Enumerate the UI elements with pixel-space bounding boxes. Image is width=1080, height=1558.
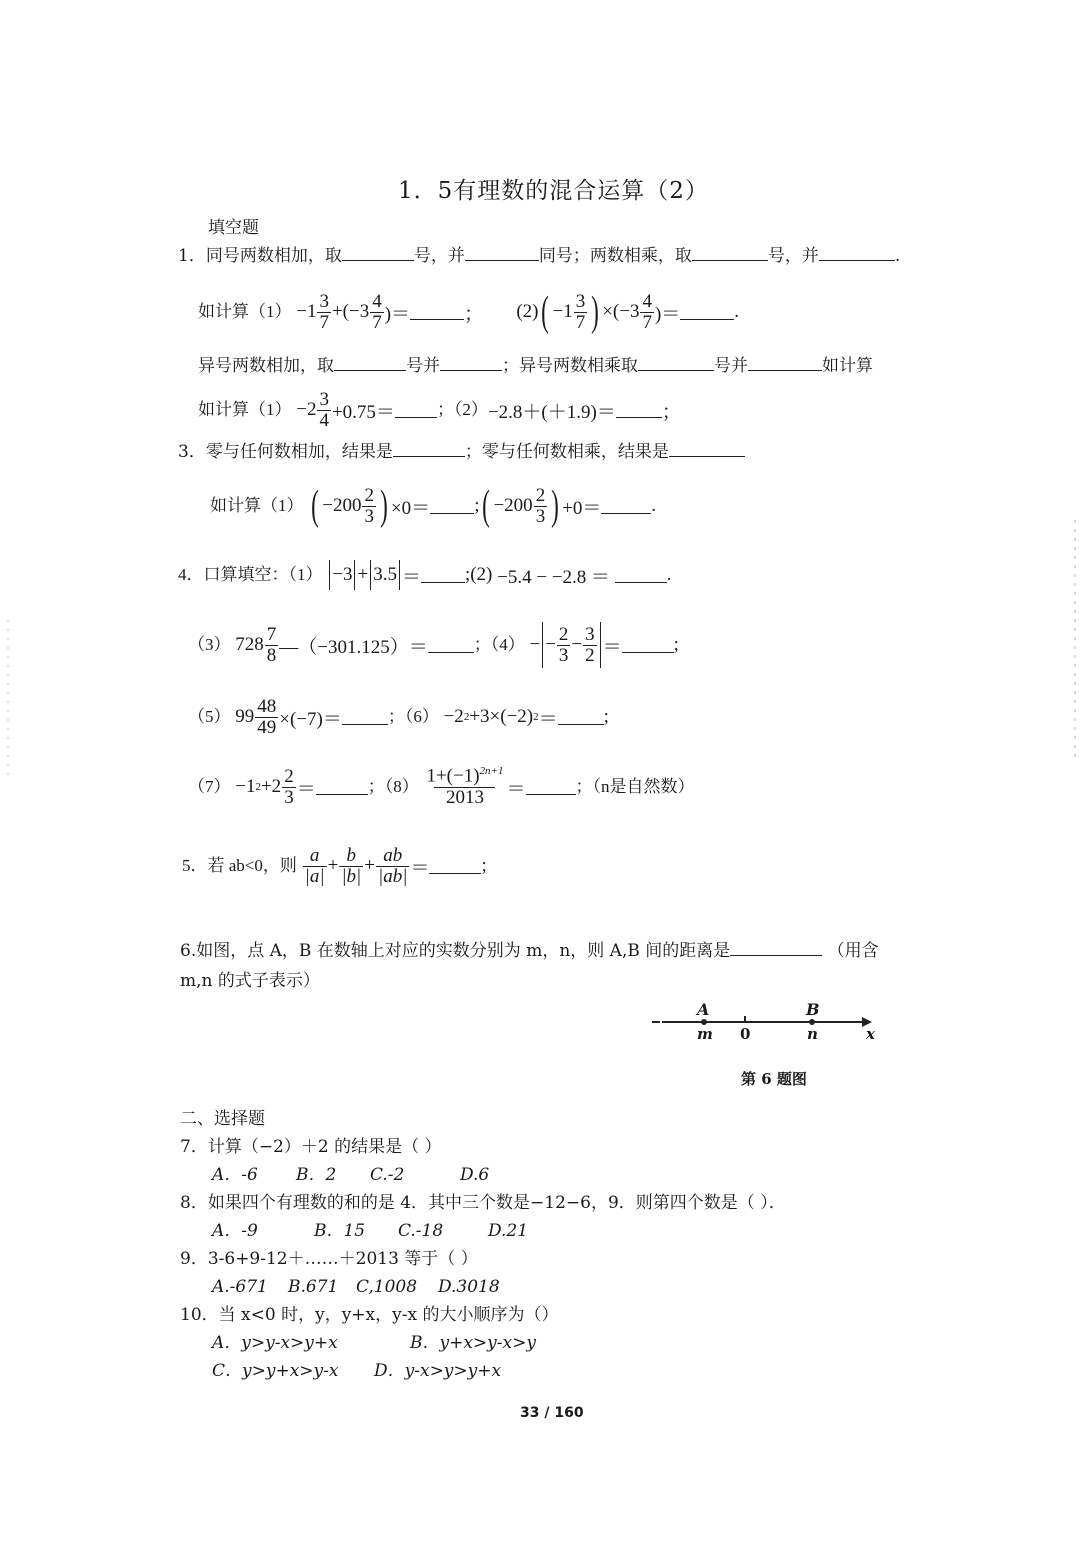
q8-options	[212, 1220, 528, 1242]
axis-label-m: m	[697, 1025, 713, 1043]
axis-label-b: B	[806, 1000, 820, 1019]
q1-line1: 1．同号两数相加，取 号，并 同号；两数相乘，取 号，并 .	[178, 246, 901, 266]
q5-line: 5．若 ab<0，则 $\frac{a}{|a|}$ + $\frac{b}{|b|}$ + $\frac{ab}{|ab|}$ ＝ ;	[182, 844, 487, 887]
q7-option-a: A．-6	[212, 1165, 258, 1185]
q7-options	[212, 1164, 489, 1186]
q8-option-d: D.21	[488, 1221, 529, 1241]
q7-option-c: C.-2	[370, 1165, 405, 1185]
q4-line1: 4．口算填空：（1） −3 + 3.5 ＝ ;(2) −5.4 − −2.8 ＝ .	[178, 560, 672, 590]
page-number: 33 / 160	[520, 1405, 584, 1421]
q8-option-c: C.-18	[398, 1221, 444, 1241]
q10-stem: 10．当 x<0 时，y，y+x，y-x 的大小顺序为（）	[180, 1305, 559, 1325]
q9-option-b: B.671	[288, 1277, 339, 1297]
number-line-figure	[650, 996, 890, 1052]
q4-line4: （7） −1 2 +2 $\frac{2}{3}$ ＝ ；（8） $\frac{1+(-1)^{2n+1}}{2013}$ ＝ ；（n是自然数）	[188, 765, 695, 808]
q6-line1: 6.如图，点 A，B 在数轴上对应的实数分别为 m，n，则 A,B 间的距离是 （用含	[180, 941, 879, 961]
page-title: 1．5有理数的混合运算（2）	[398, 178, 709, 204]
q10-options-row2	[212, 1360, 501, 1382]
section-choice-heading: 二、选择题	[180, 1109, 265, 1129]
axis-label-x: x	[866, 1025, 875, 1043]
q1-example-opposite-sign: 如计算（1） −2 $\frac{3}{4}$ +0.75＝ ；（2） −2.8＋(＋1.9)＝ ；	[198, 388, 681, 431]
q1-example-same-sign: 如计算（1） −1 $\frac{3}{7}$ +(−3 $\frac{4}{7}$ )＝ ； (2) ( −1 $\frac{3}{7}$ ) ×(−3 $\frac{4}{7}$ )＝ .	[198, 289, 740, 335]
q9-option-d: D.3018	[438, 1277, 500, 1297]
q10-options-row1	[212, 1332, 536, 1354]
q9-stem: 9．3-6+9-12＋……＋2013 等于（ ）	[180, 1249, 478, 1269]
q9-options	[212, 1276, 500, 1298]
q4-line2: （3） 728 $\frac{7}{8}$ —（−301.125）＝ ；（4） − − $\frac{2}{3}$ − $\frac{3}{2}$ ＝ ;	[188, 618, 679, 672]
q9-option-c: C,1008	[356, 1277, 418, 1297]
axis-label-a: A	[697, 1000, 710, 1019]
axis-label-n: n	[807, 1025, 818, 1043]
section-fill-blank-heading: 填空题	[208, 218, 259, 238]
q10-option-d: D．y-x>y>y+x	[374, 1361, 502, 1381]
q10-option-a: A．y>y-x>y+x	[212, 1333, 338, 1353]
q3-example: 如计算（1） ( −200 $\frac{2}{3}$ ) ×0＝ ; ( −200 $\frac{2}{3}$ ) +0＝ .	[210, 483, 657, 529]
q7-option-b: B．2	[296, 1165, 337, 1185]
figure-caption: 第 6 题图	[741, 1070, 807, 1088]
q7-option-d: D.6	[460, 1165, 490, 1185]
q1-line3-opposite-sign: 异号两数相加，取 号并 ；异号两数相乘取 号并 如计算	[198, 356, 873, 376]
q8-option-a: A．-9	[212, 1221, 258, 1241]
q10-option-c: C．y>y+x>y-x	[212, 1361, 339, 1381]
q4-line3: （5） 99 $\frac{48}{49}$ ×(−7)＝ ；（6） −2 2 +3×(−2) 2 ＝ ;	[188, 695, 609, 738]
q8-option-b: B．15	[314, 1221, 366, 1241]
q3-line: 3．零与任何数相加，结果是 ；零与任何数相乘，结果是	[178, 441, 745, 463]
q9-option-a: A.-671	[212, 1277, 268, 1297]
q10-option-b: B．y+x>y-x>y	[410, 1333, 536, 1353]
q6-line2: m,n 的式子表示）	[180, 971, 320, 991]
q7-stem: 7．计算（−2）＋2 的结果是（ ）	[180, 1137, 442, 1157]
q8-stem: 8．如果四个有理数的和的是 4．其中三个数是−12−6，9．则第四个数是（ ）．	[180, 1193, 786, 1213]
axis-label-zero: 0	[740, 1025, 751, 1043]
